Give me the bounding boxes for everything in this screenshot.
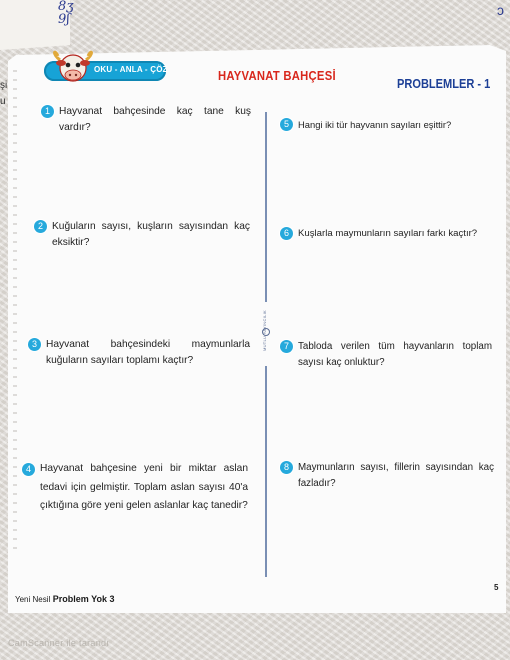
question-number-badge: 6 [280,227,293,240]
question-5 [280,117,495,133]
page-title: HAYVANAT BAHÇESİ [218,69,336,83]
question-8 [280,460,494,492]
banner-label: OKU - ANLA - ÇÖZ [94,65,168,74]
question-text: Tabloda verilen tüm hayvanların toplam sayısı kaç onluktur? [298,341,492,368]
pen-mark-icon: ↄ [497,2,504,18]
section-label: PROBLEMLER - 1 [397,76,491,91]
question-text: Hayvanat bahçesinde kaç tane kuş vardır? [59,106,251,133]
question-number-badge: 4 [22,463,35,476]
question-number-badge: 1 [41,105,54,118]
book-prefix: Yeni Nesil [15,595,51,604]
cow-mascot-icon [50,46,96,88]
question-3 [28,337,250,369]
book-title [15,594,115,604]
question-text: Maymunların sayısı, fillerin sayısından kaç fazladır? [298,462,494,489]
question-1 [41,104,251,136]
publisher-text: MUTLU YAYINCILIK [262,310,267,352]
question-6 [280,226,488,242]
publisher-logo [259,302,273,366]
page-number: 5 [494,583,499,592]
question-text: Kuşlarla maymunların sayıları farkı kaçtır? [298,228,478,239]
question-number-badge: 8 [280,461,293,474]
question-number-badge: 7 [280,340,293,353]
question-text: Hayvanat bahçesindeki maymunlarla kuğuların sayıları toplamı kaçtır? [46,339,250,366]
question-2 [34,219,250,251]
question-7 [280,339,492,371]
book-name: Problem Yok 3 [52,594,115,604]
question-4 [22,460,248,516]
question-text: Kuğuların sayısı, kuşların sayısından kaç eksiktir? [52,221,250,248]
publisher-logo-icon [262,328,270,336]
binding-perforation [13,70,17,550]
left-edge-text: şi u [0,80,8,107]
question-number-badge: 5 [280,118,293,131]
question-text: Hangi iki tür hayvanın sayıları eşittir? [298,119,452,130]
scanner-watermark: CamScanner ile tarandı [8,638,110,648]
question-text: Hayvanat bahçesine yeni bir miktar aslan tedavi için gelmiştir. Toplam aslan sayısı 40'a çıktığına göre yeni gelen aslanlar kaç tanedir? [40,463,248,511]
question-number-badge: 3 [28,338,41,351]
handwritten-scribble: 8ʒ 9ʃ [58,0,74,27]
question-number-badge: 2 [34,220,47,233]
